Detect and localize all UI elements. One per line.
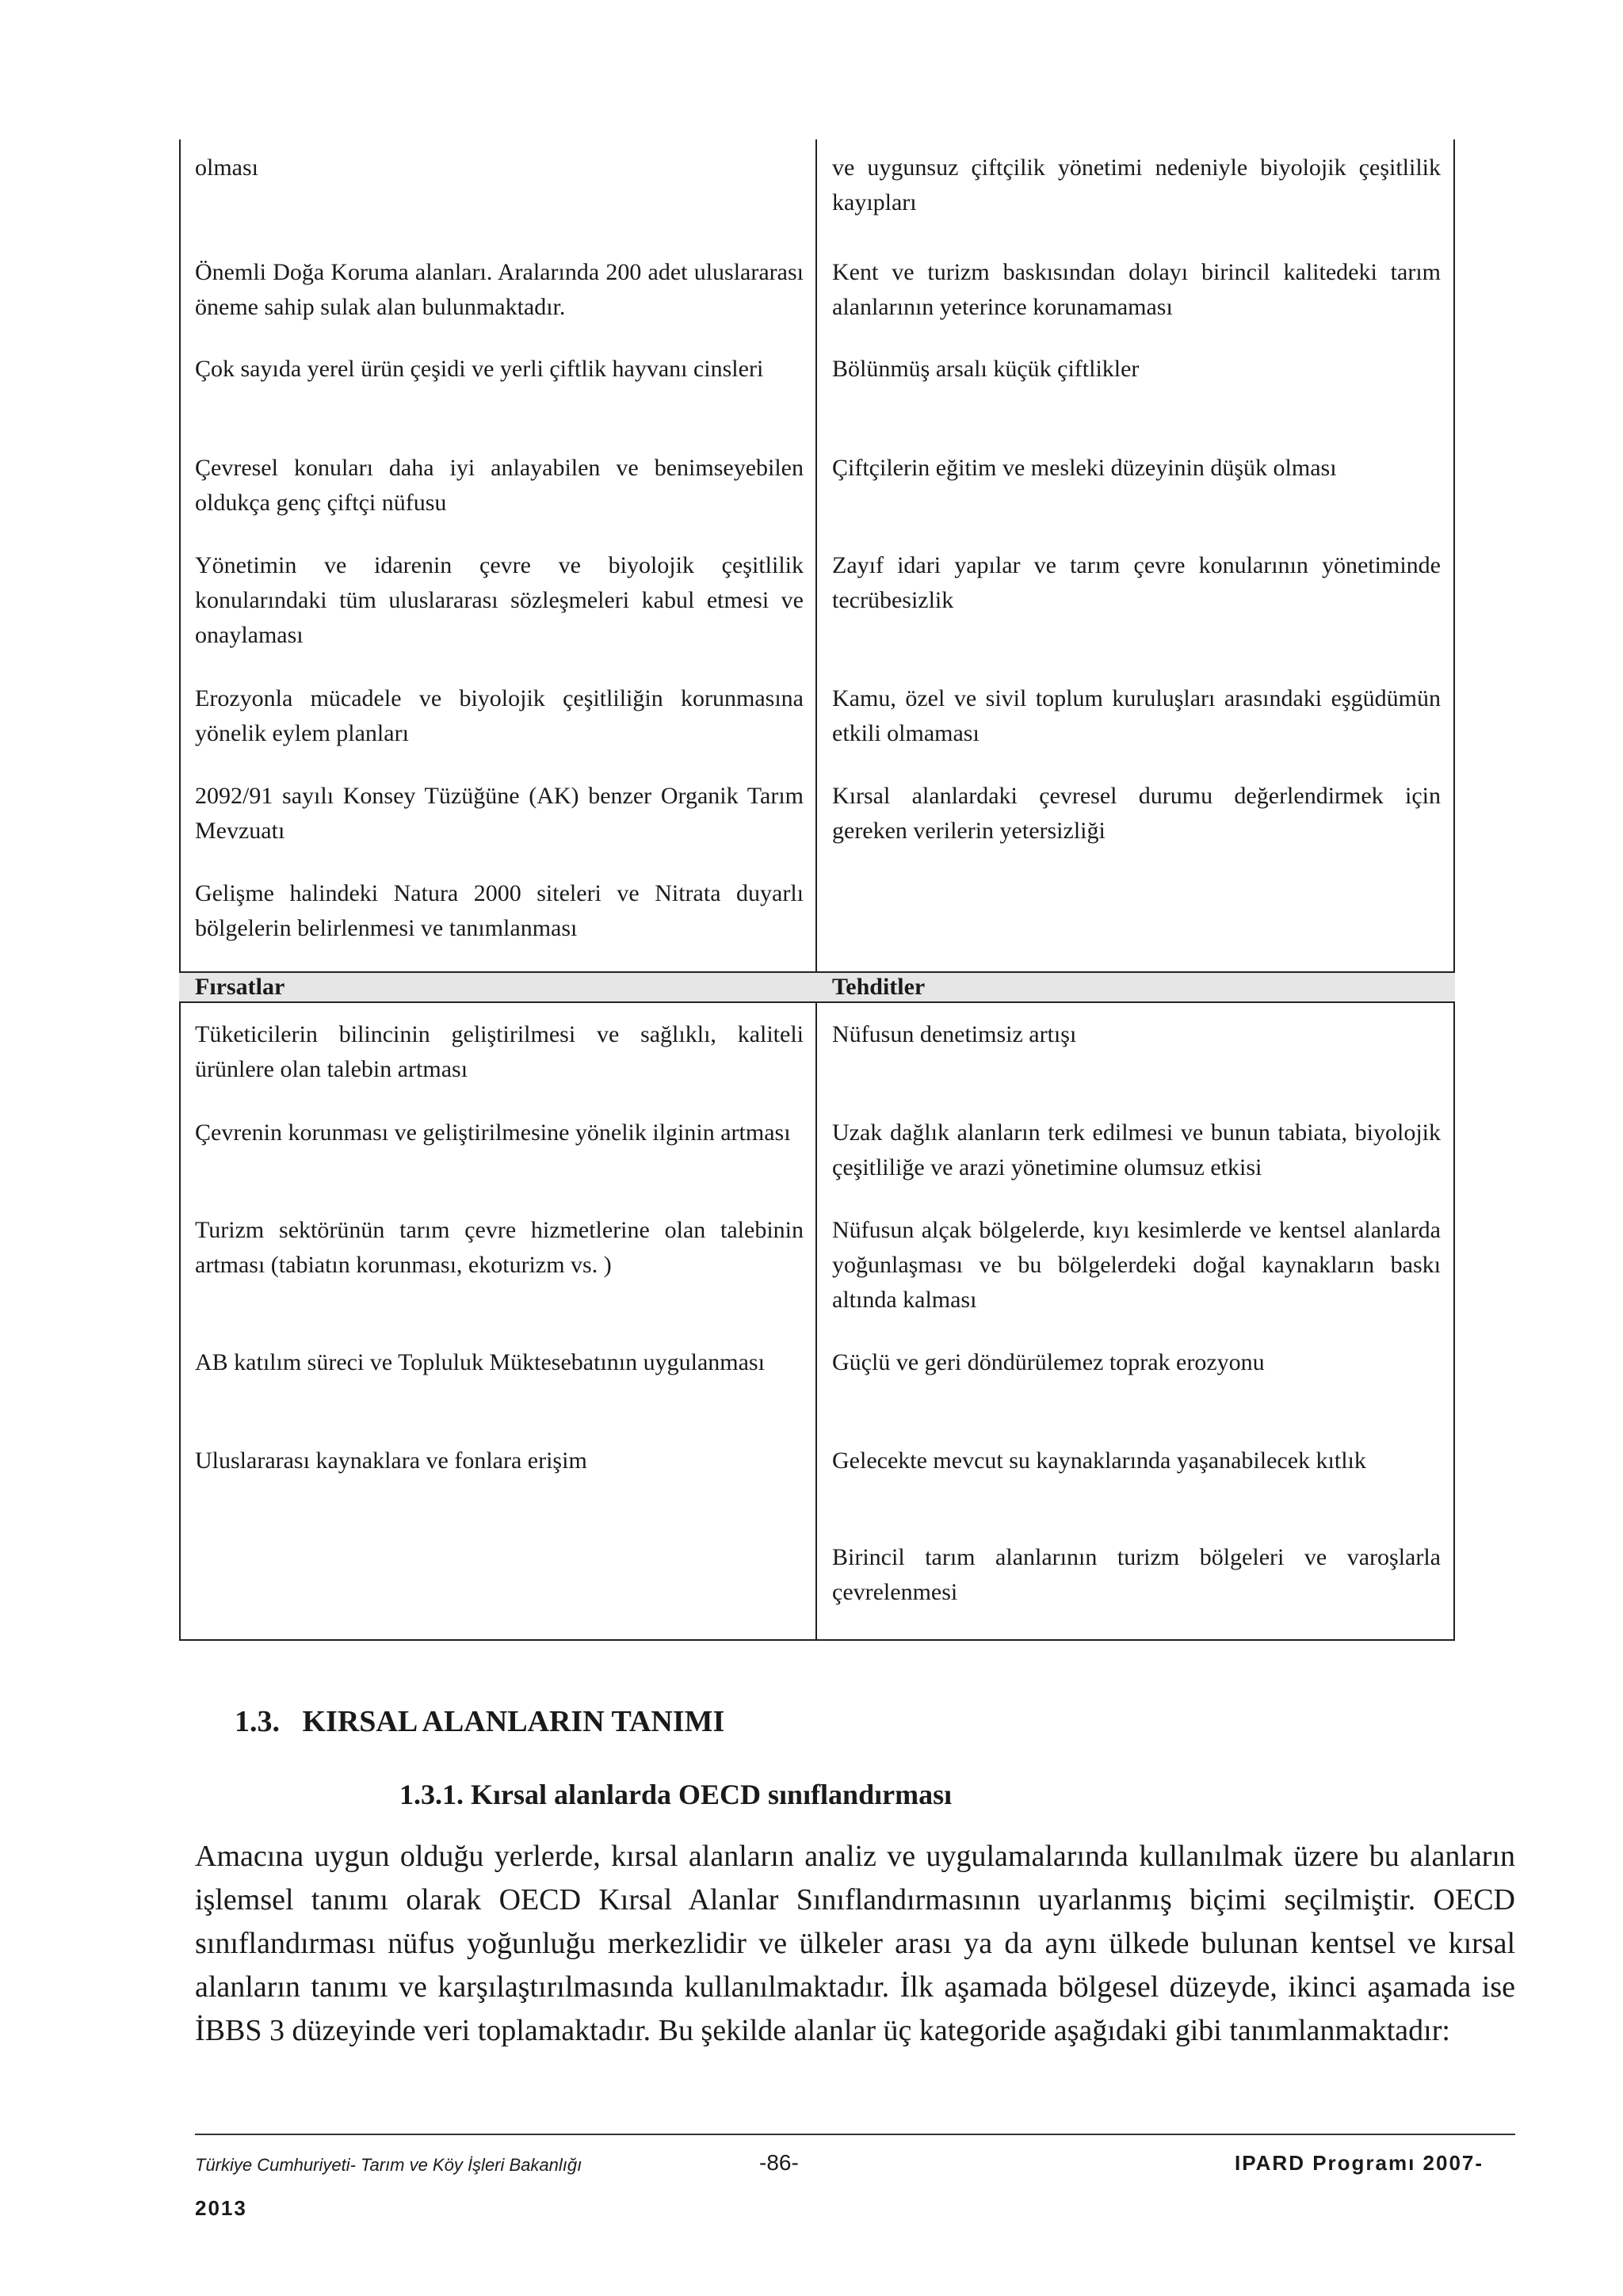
threat-item: Nüfusun denetimsiz artışı [832, 1021, 1077, 1047]
footer-rule [195, 2134, 1515, 2135]
strength-item: Gelişme halindeki Natura 2000 siteleri ve Nitrata duyarlı bölgelerin belirlenmesi ve tanımlanması [195, 880, 804, 941]
section-heading: 1.3. KIRSAL ALANLARIN TANIMI [235, 1705, 725, 1738]
page-number: -86- [759, 2150, 799, 2175]
opportunity-item: Uluslararası kaynaklara ve fonlara erişim [195, 1447, 587, 1474]
weakness-item: Kırsal alanlardaki çevresel durumu değerlendirmek için gereken verilerin yetersizliği [832, 783, 1441, 844]
table-bottom-border [179, 1639, 1455, 1641]
opportunities-header: Fırsatlar [195, 974, 285, 1000]
opportunity-item: Tüketicilerin bilincinin geliştirilmesi ve sağlıklı, kaliteli ürünlere olan talebin artması [195, 1021, 804, 1082]
body-paragraph: Amacına uygun olduğu yerlerde, kırsal alanların analiz ve uygulamalarında kullanılmak üzere bu alanların işlemsel tanımı olarak OECD Kırsal Alanlar Sınıflandırmasının uyarlanmış biçimi seçilmiştir. OECD sınıflandırması nüfus yoğunluğu merkezlidir ve ülkeler arası ya da aynı ülkede bulunan kentsel ve kırsal alanların tanımı ve karşılaştırılmasında kullanılmaktadır. İlk aşamada bölgesel düzeyde, ikinci aşamada ise İBBS 3 düzeyinde veri toplamaktadır. Bu şekilde alanlar üç kategoride aşağıdaki gibi tanımlanmaktadır: [195, 1840, 1515, 2047]
footer-program: IPARD Programı 2007- [1235, 2151, 1484, 2175]
strength-item: olması [195, 154, 258, 181]
strength-item: Yönetimin ve idarenin çevre ve biyolojik çeşitlilik konularındaki tüm uluslararası sözleşmeleri kabul etmesi ve onaylaması [195, 552, 804, 648]
table-rule [179, 971, 1455, 973]
threat-item: Uzak dağlık alanların terk edilmesi ve bunun tabiata, biyolojik çeşitliliğe ve arazi yönetimine olumsuz etkisi [832, 1119, 1441, 1180]
table-column-divider [815, 139, 817, 1641]
table-header-band [179, 972, 1455, 1002]
strength-item: Çevresel konuları daha iyi anlayabilen ve benimseyebilen oldukça genç çiftçi nüfusu [195, 455, 804, 516]
weakness-item: Kamu, özel ve sivil toplum kuruluşları arasındaki eşgüdümün etkili olmaması [832, 685, 1441, 746]
subsection-heading: 1.3.1. Kırsal alanlarda OECD sınıflandırması [399, 1779, 953, 1810]
weakness-item: Kent ve turizm baskısından dolayı birincil kalitedeki tarım alanlarının yeterince korunamaması [832, 259, 1441, 320]
opportunity-item: Çevrenin korunması ve geliştirilmesine yönelik ilginin artması [195, 1119, 791, 1146]
table-border-right [1453, 139, 1455, 1641]
opportunity-item: Turizm sektörünün tarım çevre hizmetlerine olan talebinin artması (tabiatın korunması, ekoturizm vs. ) [195, 1217, 804, 1278]
threat-item: Birincil tarım alanlarının turizm bölgeleri ve varoşlarla çevrelenmesi [832, 1544, 1441, 1605]
strength-item: 2092/91 sayılı Konsey Tüzüğüne (AK) benzer Organik Tarım Mevzuatı [195, 783, 804, 844]
weakness-item: ve uygunsuz çiftçilik yönetimi nedeniyle biyolojik çeşitlilik kayıpları [832, 154, 1441, 215]
opportunity-item: AB katılım süreci ve Topluluk Müktesebatının uygulanması [195, 1349, 765, 1375]
strength-item: Çok sayıda yerel ürün çeşidi ve yerli çiftlik hayvanı cinsleri [195, 356, 764, 382]
threat-item: Nüfusun alçak bölgelerde, kıyı kesimlerde ve kentsel alanlarda yoğunlaşması ve bu bölgelerdeki doğal kaynakların baskı altında kalması [832, 1217, 1441, 1313]
threat-item: Gelecekte mevcut su kaynaklarında yaşanabilecek kıtlık [832, 1447, 1366, 1474]
weakness-item: Çiftçilerin eğitim ve mesleki düzeyinin düşük olması [832, 455, 1337, 481]
weakness-item: Bölünmüş arsalı küçük çiftlikler [832, 356, 1140, 382]
threats-header: Tehditler [832, 974, 926, 1000]
footer-year: 2013 [195, 2196, 247, 2220]
swot-table [179, 139, 1455, 1641]
strength-item: Erozyonla mücadele ve biyolojik çeşitliliğin korunmasına yönelik eylem planları [195, 685, 804, 746]
footer-ministry: Türkiye Cumhuriyeti- Tarım ve Köy İşleri Bakanlığı [195, 2155, 582, 2175]
table-rule [179, 1001, 1455, 1003]
strength-item: Önemli Doğa Koruma alanları. Aralarında 200 adet uluslararası öneme sahip sulak alan bulunmaktadır. [195, 259, 804, 320]
threat-item: Güçlü ve geri döndürülemez toprak erozyonu [832, 1349, 1265, 1375]
table-border-left [179, 139, 181, 1641]
weakness-item: Zayıf idari yapılar ve tarım çevre konularının yönetiminde tecrübesizlik [832, 552, 1441, 613]
